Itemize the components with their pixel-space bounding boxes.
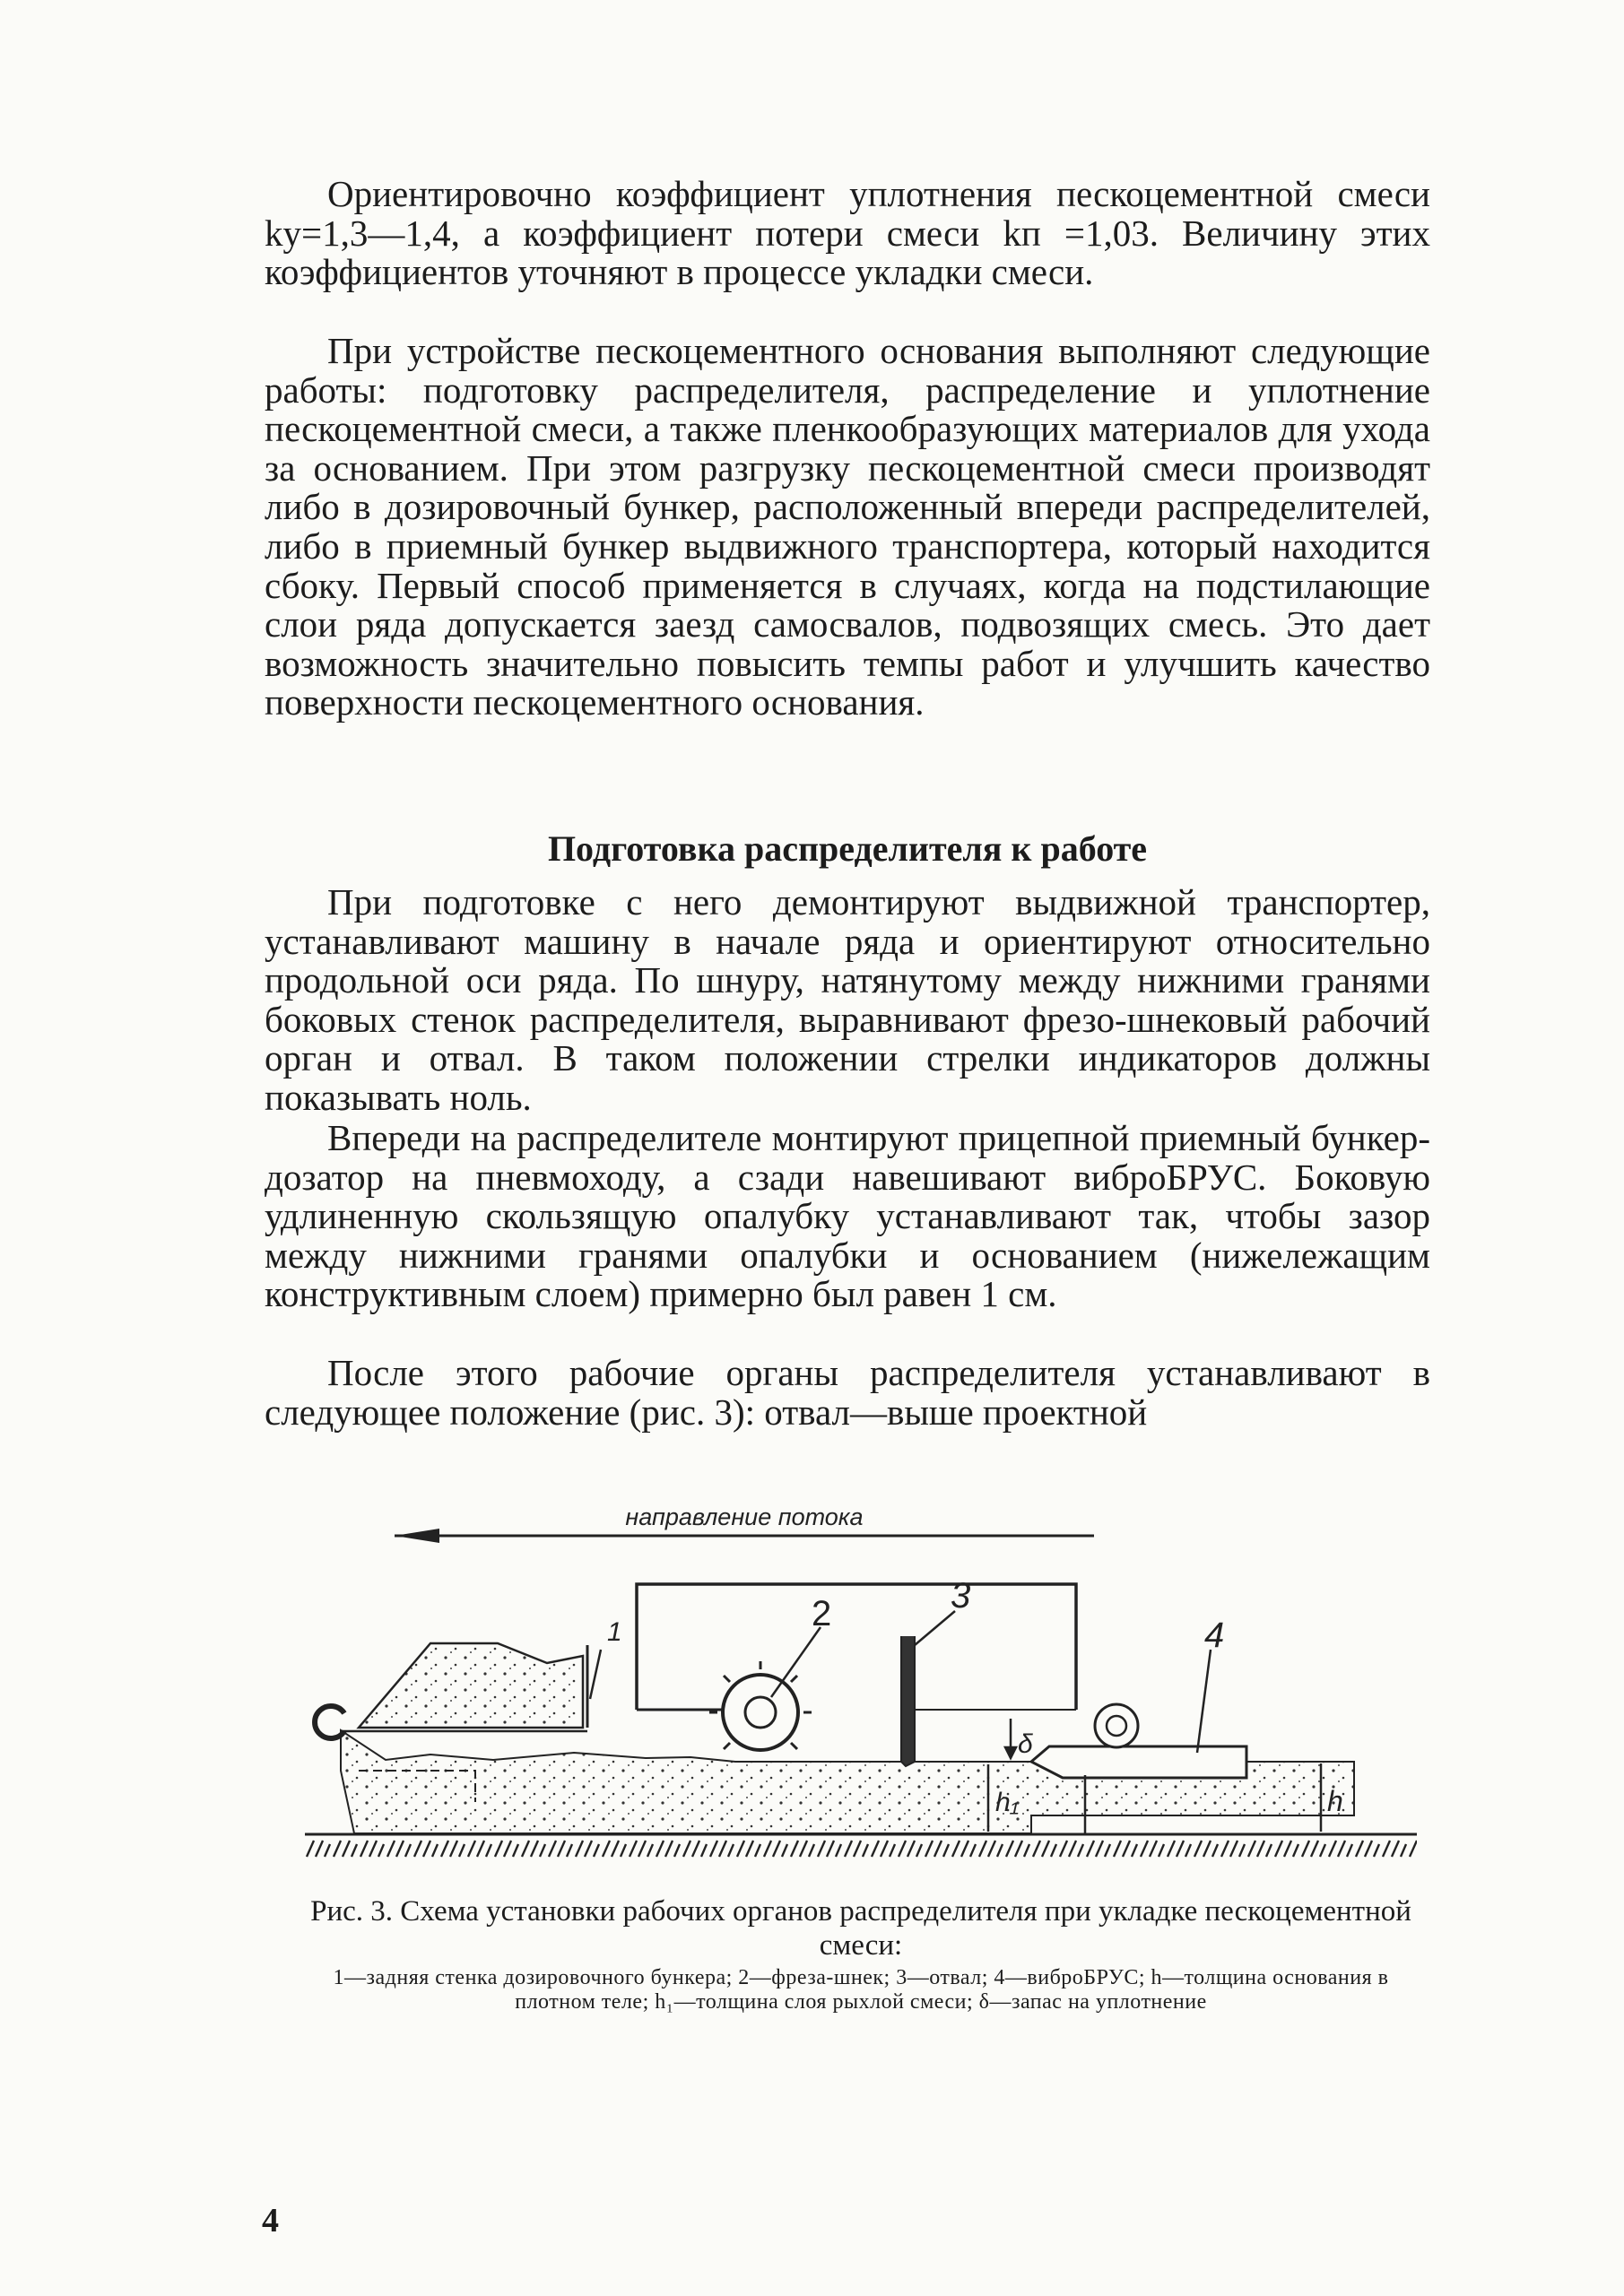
figure-caption-title: Рис. 3. Схема установки рабочих органов распределителя при укладке пескоцементной смеси: — [310, 1895, 1411, 1962]
label-2: 2 — [812, 1594, 832, 1633]
blade — [901, 1636, 915, 1766]
hopper-mix-heap — [359, 1643, 583, 1728]
label-h: h — [1327, 1785, 1343, 1817]
paragraph-4: Впереди на распределителе монтируют прицепной приемный бункер-дозатор на пневмоходу, а сзади навешивают виброБРУС. Боковую удлиненную скользящую опалубку устанавливают так, чтобы зазор между нижними гранями опалубки и основанием (нижележащим конструктивным слоем) примерно был равен 1 см. — [265, 1117, 1430, 1315]
ground-hatching — [305, 1835, 1417, 1858]
vibro-beam — [1031, 1704, 1246, 1778]
page-number: 4 — [262, 2202, 279, 2240]
label-3: 3 — [951, 1576, 971, 1616]
flow-direction-arrow — [395, 1529, 1094, 1543]
hitch — [315, 1706, 344, 1738]
cutter-auger — [709, 1661, 812, 1750]
figure-caption-legend: 1—задняя стенка дозировочного бункера; 2—фреза-шнек; 3—отвал; 4—виброБРУС; h—толщина основания в плотном теле; h₁—толщина слоя рыхлой смеси; δ—запас на уплотнение — [333, 1966, 1389, 2014]
machine-frame — [637, 1584, 1076, 1710]
paragraph-2: При устройстве пескоцементного основания выполняют следующие работы: подготовку распределителя, распределение и уплотнение пескоцементной смеси, а также пленкообразующих материалов для ухода за основанием. При этом разгрузку пескоцементной смеси производят либо в дозировочный бункер, расположенный впереди распределителей, либо в приемный бункер выдвижного транспортера, который находится сбоку. Первый способ применяется в случаях, когда на подстилающие слои ряда допускается заезд самосвалов, подвозящих смесь. Это дает возможность значительно повысить темпы работ и улучшить качество поверхности пескоцементного основания. — [265, 330, 1430, 723]
figure-3-diagram — [305, 1493, 1435, 1869]
label-h1: h₁ — [995, 1788, 1020, 1817]
label-1: 1 — [607, 1617, 622, 1647]
section-heading: Подготовка распределителя к работе — [547, 828, 1148, 869]
paragraph-1: Ориентировочно коэффициент уплотнения пескоцементной смеси ky=1,3—1,4, а коэффициент потери смеси kп =1,03. Величину этих коэффициентов уточняют в процессе укладки смеси. — [265, 173, 1430, 293]
paragraph-3: При подготовке с него демонтируют выдвижной транспортер, устанавливают машину в начале ряда и ориентируют относительно продольной оси ряда. По шнуру, натянутому между нижними гранями боковых стенок распределителя, выравнивают фрезо-шнековый рабочий орган и отвал. В таком положении стрелки индикаторов должны показывать ноль. — [265, 881, 1430, 1118]
label-delta: δ — [1018, 1729, 1033, 1759]
paragraph-5: После этого рабочие органы распределителя устанавливают в следующее положение (рис. 3): отвал—выше проектной — [265, 1352, 1430, 1433]
label-4: 4 — [1204, 1616, 1225, 1655]
flow-direction-label: направление потока — [625, 1503, 864, 1530]
